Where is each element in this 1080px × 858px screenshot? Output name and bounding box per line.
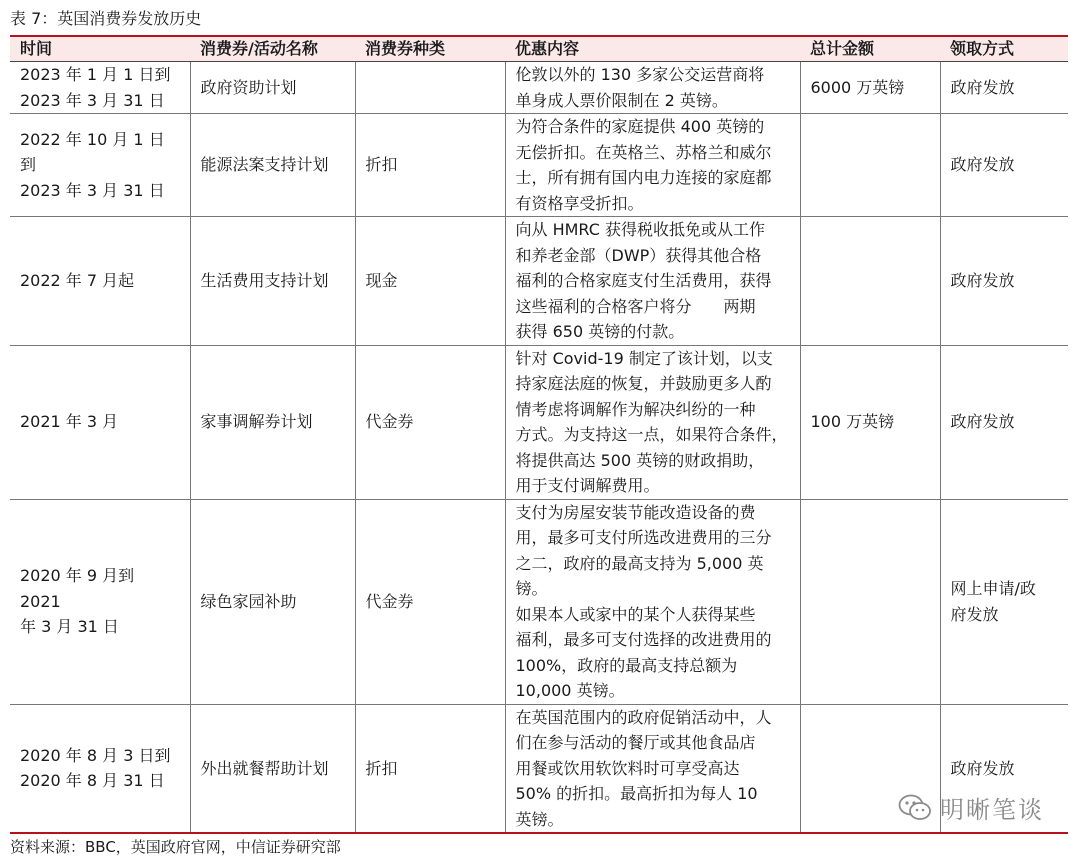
table-row (10, 345, 1068, 499)
cell-type (355, 114, 505, 217)
cell-time-line: 2021 年 3 月 (20, 412, 119, 432)
cell-name (190, 704, 355, 832)
cell-benefit-line: 用餐或饮用软饮料时可享受高达 (515, 758, 740, 778)
cell-name (190, 345, 355, 499)
header-type: 消费券种类 (355, 37, 505, 62)
cell-benefit-line: 100%，政府的最高支持总额为 (515, 655, 738, 675)
cell-benefit-line: 单身成人票价限制在 2 英镑。 (515, 90, 728, 110)
cell-benefit-line: 获得 650 英镑的付款。 (515, 322, 685, 341)
cell-time (10, 217, 190, 346)
cell-time-line: 2023 年 1 月 1 日到 (20, 65, 171, 84)
header-time: 时间 (10, 37, 190, 62)
wechat-icon (898, 793, 932, 823)
table-row (10, 114, 1068, 217)
cell-benefit-line: 将提供高达 500 英镑的财政捐助， (515, 450, 765, 470)
cell-benefit-line: 为符合条件的家庭提供 400 英镑的 (515, 117, 765, 136)
header-method: 领取方式 (940, 37, 1068, 62)
cell-benefit-line: 士，所有拥有国内电力连接的家庭都 (515, 168, 772, 187)
cell-method (940, 345, 1068, 499)
cell-benefit-line: 镑。 (515, 579, 548, 598)
cell-time-line: 年 3 月 31 日 (20, 617, 119, 637)
cell-time (10, 62, 190, 114)
table-row (10, 217, 1068, 346)
cell-name (190, 499, 355, 704)
cell-benefit-line: 针对 Covid-19 制定了该计划，以支 (515, 348, 773, 368)
cell-time (10, 114, 190, 217)
cell-type-line: 代金券 (365, 591, 414, 611)
cell-benefit-line: 们在参与活动的餐厅或其他食品店 (515, 733, 756, 752)
cell-name-line: 生活费用支持计划 (200, 271, 329, 290)
cell-benefit (505, 114, 800, 217)
cell-type (355, 345, 505, 499)
cell-method (940, 114, 1068, 217)
cell-benefit-line: 福利的合格家庭支付生活费用，获得 (515, 271, 772, 290)
cell-name (190, 114, 355, 217)
cell-type-line: 现金 (365, 271, 398, 290)
cell-benefit-line: 10,000 英镑。 (515, 681, 625, 700)
cell-benefit-line: 在英国范围内的政府促销活动中，人 (515, 707, 772, 727)
cell-method-line: 政府发放 (950, 412, 1015, 432)
cell-time-line: 2022 年 10 月 1 日到 (20, 129, 165, 175)
cell-name-line: 外出就餐帮助计划 (200, 758, 329, 778)
cell-benefit-line: 支付为房屋安装节能改造设备的费 (515, 502, 756, 522)
cell-name-line: 能源法案支持计划 (200, 155, 329, 175)
header-name: 消费券/活动名称 (190, 37, 355, 62)
bottom-rule (10, 832, 1068, 834)
cell-time-line: 2022 年 7 月起 (20, 271, 135, 290)
cell-method (940, 62, 1068, 114)
cell-benefit-line: 和养老金部（DWP）获得其他合格 (515, 245, 762, 265)
watermark-text: 明晰笔谈 (940, 796, 1044, 824)
cell-benefit-line: 英镑。 (515, 809, 564, 829)
cell-amount (800, 217, 940, 346)
cell-benefit-line: 情考虑将调解作为解决纠纷的一种 (515, 399, 756, 419)
table-caption: 表 7：英国消费券发放历史 (10, 9, 202, 28)
cell-benefit-line: 50% 的折扣。最高折扣为每人 10 (515, 784, 758, 803)
table-row (10, 499, 1068, 704)
cell-benefit-line: 向从 HMRC 获得税收抵免或从工作 (515, 220, 766, 239)
cell-time (10, 499, 190, 704)
cell-name-line: 绿色家园补助 (200, 591, 297, 611)
cell-benefit (505, 217, 800, 346)
voucher-history-table (10, 37, 1068, 832)
cell-benefit-line: 如果本人或家中的某个人获得某些 (515, 604, 756, 624)
cell-name-line: 家事调解券计划 (200, 412, 313, 432)
cell-amount-line: 6000 万英镑 (810, 77, 905, 97)
cell-benefit-line: 用于支付调解费用。 (515, 476, 660, 495)
table-body (10, 62, 1068, 833)
cell-benefit-line: 福利，最多可支付选择的改进费用的 (515, 630, 772, 649)
header-benefit: 优惠内容 (505, 37, 800, 62)
cell-amount (800, 114, 940, 217)
cell-method-line: 政府发放 (950, 758, 1015, 778)
cell-type (355, 217, 505, 346)
cell-method-line: 府发放 (950, 604, 999, 624)
cell-method-line: 政府发放 (950, 77, 1015, 97)
cell-name (190, 62, 355, 114)
cell-benefit-line: 有资格享受折扣。 (515, 193, 644, 213)
cell-benefit (505, 704, 800, 832)
cell-time-line: 2023 年 3 月 31 日 (20, 180, 165, 200)
cell-method-line: 政府发放 (950, 271, 1015, 290)
cell-benefit-line: 这些福利的合格客户将分 两期 (515, 296, 756, 316)
cell-benefit (505, 345, 800, 499)
cell-benefit-line: 方式。为支持这一点，如果符合条件， (515, 425, 788, 444)
source-note: 资料来源：BBC，英国政府官网，中信证券研究部 (10, 838, 341, 856)
watermark (898, 790, 1044, 825)
cell-time-line: 2023 年 3 月 31 日 (20, 90, 165, 110)
cell-benefit (505, 62, 800, 114)
cell-amount (800, 345, 940, 499)
cell-type-line: 折扣 (365, 155, 398, 175)
cell-type (355, 62, 505, 114)
cell-method (940, 217, 1068, 346)
cell-type-line: 折扣 (365, 758, 398, 778)
cell-name-line: 政府资助计划 (200, 77, 297, 97)
cell-amount-line: 100 万英镑 (810, 412, 895, 432)
cell-benefit-line: 之二，政府的最高支持为 5,000 英 (515, 553, 764, 573)
cell-amount (800, 499, 940, 704)
cell-benefit-line: 用，最多可支付所选改进费用的三分 (515, 528, 772, 547)
cell-method-line: 政府发放 (950, 155, 1015, 175)
cell-benefit-line: 无偿折扣。在英格兰、苏格兰和威尔 (515, 142, 772, 162)
cell-amount (800, 62, 940, 114)
cell-time-line: 2020 年 8 月 31 日 (20, 771, 165, 791)
header-row (10, 37, 1068, 62)
cell-benefit-line: 持家庭法庭的恢复，并鼓励更多人酌 (515, 374, 772, 393)
cell-type-line: 代金券 (365, 412, 414, 432)
table-row (10, 62, 1068, 114)
cell-time-line: 2020 年 8 月 3 日到 (20, 745, 171, 765)
cell-type (355, 499, 505, 704)
cell-time (10, 704, 190, 832)
cell-benefit-line: 伦敦以外的 130 多家公交运营商将 (515, 65, 765, 84)
cell-time (10, 345, 190, 499)
cell-benefit (505, 499, 800, 704)
cell-method-line: 网上申请/政 (950, 579, 1036, 598)
cell-name (190, 217, 355, 346)
header-amount: 总计金额 (800, 37, 940, 62)
cell-method (940, 499, 1068, 704)
cell-time-line: 2020 年 9 月到 2021 (20, 566, 135, 611)
cell-type (355, 704, 505, 832)
